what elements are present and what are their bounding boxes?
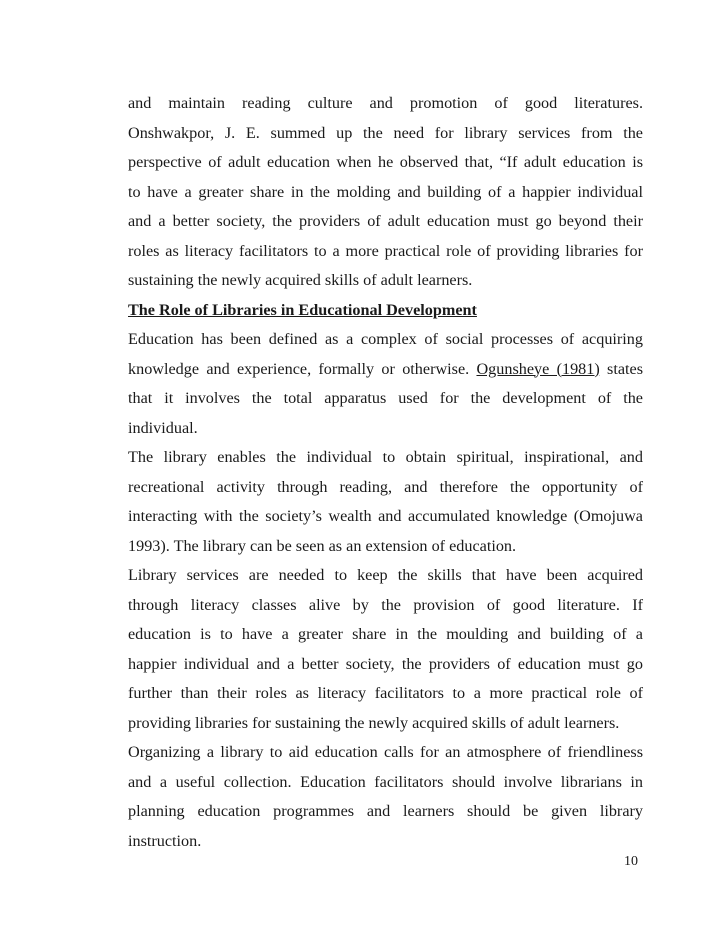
text-segment: states (599, 359, 644, 378)
paragraph-education-definition (128, 325, 643, 443)
text-line: roles as literacy facilitators to a more practical role of providing libraries for (128, 241, 643, 260)
text-line: The library enables the individual to obtain spiritual, inspirational, and (128, 448, 643, 466)
paragraph-library-enables (128, 443, 643, 561)
text-line: providing libraries for sustaining the newly acquired skills of adult learners. (128, 713, 620, 732)
citation-ogunsheye: Ogunsheye (1981) (476, 359, 600, 378)
text-segment: knowledge and experience, formally or otherwise. (128, 359, 477, 378)
text-line: happier individual and a better society, the providers of education must go (128, 654, 643, 673)
text-line: individual. (128, 418, 198, 437)
text-line: education is to have a greater share in the moulding and building of a (128, 625, 643, 643)
paragraph-organizing-library (128, 738, 643, 856)
text-line: to have a greater share in the molding and building of a happier individual (128, 182, 643, 201)
text-line: instruction. (128, 831, 202, 850)
text-line: that it involves the total apparatus used for the development of the (128, 389, 643, 407)
document-body (128, 89, 643, 856)
text-line: through literacy classes alive by the provision of good literature. If (128, 595, 643, 614)
text-line: and maintain reading culture and promotion of good literatures. (128, 94, 643, 112)
text-line: Library services are needed to keep the skills that have been acquired (128, 566, 643, 584)
paragraph-library-services (128, 561, 643, 738)
text-line: planning education programmes and learners should be given library (128, 802, 643, 820)
page-number: 10 (624, 854, 638, 869)
text-line: perspective of adult education when he observed that, “If adult education is (128, 153, 643, 171)
text-line: recreational activity through reading, and therefore the opportunity of (128, 477, 643, 496)
text-line: 1993). The library can be seen as an extension of education. (128, 536, 517, 555)
text-line: interacting with the society’s wealth and accumulated knowledge (Omojuwa (128, 507, 643, 525)
text-line: Education has been defined as a complex of social processes of acquiring (128, 330, 643, 348)
section-heading: The Role of Libraries in Educational Development (128, 300, 477, 319)
intro-paragraph (128, 89, 643, 296)
text-line-with-citation (128, 355, 643, 385)
text-line: further than their roles as literacy facilitators to a more practical role of (128, 684, 643, 702)
text-line: and a useful collection. Education facilitators should involve librarians in (128, 772, 643, 791)
text-line: Onshwakpor, J. E. summed up the need for library services from the (128, 123, 643, 142)
text-line: Organizing a library to aid education calls for an atmosphere of friendliness (128, 743, 643, 761)
text-line: sustaining the newly acquired skills of adult learners. (128, 271, 473, 289)
text-line: and a better society, the providers of adult education must go beyond their (128, 212, 643, 230)
